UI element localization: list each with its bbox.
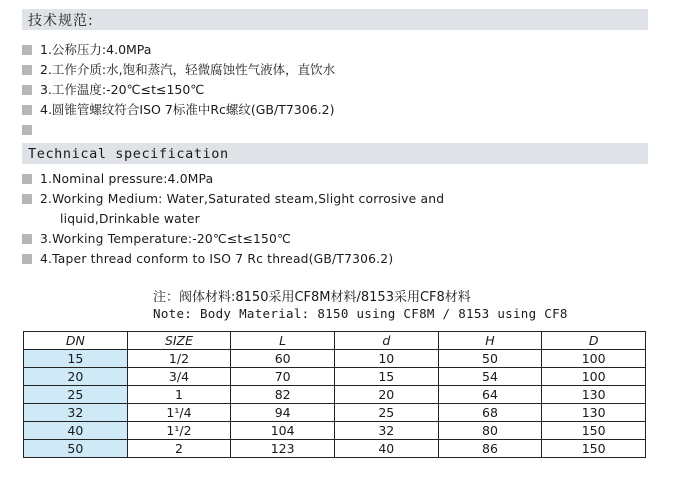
table-cell: 10: [334, 350, 438, 368]
spec-text: 3.Working Temperature:-20℃≤t≤150℃: [40, 232, 292, 246]
table-cell: 1/2: [127, 350, 231, 368]
column-header: D: [542, 332, 646, 350]
table-cell: 123: [231, 440, 335, 458]
table-cell: 32: [334, 422, 438, 440]
square-bullet-icon: [22, 234, 32, 244]
spec-text: 2.工作介质:水,饱和蒸汽，轻微腐蚀性气液体，直饮水: [40, 62, 336, 77]
table-cell: 82: [231, 386, 335, 404]
table-cell: 60: [231, 350, 335, 368]
table-row: [24, 422, 646, 440]
column-header: SIZE: [127, 332, 231, 350]
square-bullet-icon: [22, 254, 32, 264]
spec-text: 2.Working Medium: Water,Saturated steam,Slight corrosive and: [40, 192, 445, 206]
list-item: [22, 120, 335, 135]
table-row: [24, 368, 646, 386]
spec-text: liquid,Drinkable water: [60, 212, 200, 226]
table-row: [24, 386, 646, 404]
table-cell: 32: [24, 404, 128, 422]
table-cell: 15: [24, 350, 128, 368]
column-header: L: [231, 332, 335, 350]
table-cell: 150: [542, 422, 646, 440]
table-cell: 1¹/2: [127, 422, 231, 440]
table-cell: 50: [24, 440, 128, 458]
square-bullet-icon: [22, 45, 32, 55]
table-cell: 104: [231, 422, 335, 440]
table-cell: 80: [438, 422, 542, 440]
table-header-row: [24, 332, 646, 350]
table-cell: 1¹/4: [127, 404, 231, 422]
list-item: [22, 189, 444, 209]
list-item: [22, 169, 444, 189]
table-cell: 64: [438, 386, 542, 404]
chinese-section-title: 技术规范:: [28, 12, 94, 29]
list-item: [22, 229, 444, 249]
table-cell: 100: [542, 350, 646, 368]
english-section-header: [22, 143, 648, 164]
square-bullet-icon: [22, 174, 32, 184]
list-item: [22, 40, 335, 60]
list-item-continuation: [22, 209, 444, 229]
list-item: [22, 100, 335, 120]
chinese-section-header: [22, 9, 648, 30]
english-spec-list: [22, 169, 444, 269]
spec-text: 1.Nominal pressure:4.0MPa: [40, 172, 214, 186]
table-cell: 1: [127, 386, 231, 404]
material-note: [153, 290, 568, 322]
list-item: [22, 249, 444, 269]
spec-text: 3.工作温度:-20℃≤t≤150℃: [40, 82, 205, 97]
table-cell: 20: [334, 386, 438, 404]
table-cell: 94: [231, 404, 335, 422]
table-cell: 130: [542, 386, 646, 404]
table-cell: 100: [542, 368, 646, 386]
list-item: [22, 80, 335, 100]
table-cell: 54: [438, 368, 542, 386]
table-row: [24, 440, 646, 458]
square-bullet-icon: [22, 105, 32, 115]
table-cell: 25: [334, 404, 438, 422]
table-cell: 40: [24, 422, 128, 440]
spec-text: 1.公称压力:4.0MPa: [40, 42, 152, 57]
table-cell: 50: [438, 350, 542, 368]
list-item: [22, 60, 335, 80]
table-cell: 40: [334, 440, 438, 458]
material-note-cn: 注：阀体材料:8150采用CF8M材料/8153采用CF8材料: [153, 290, 471, 305]
chinese-spec-list: [22, 40, 335, 135]
table-cell: 68: [438, 404, 542, 422]
column-header: DN: [24, 332, 128, 350]
column-header: H: [438, 332, 542, 350]
table-cell: 2: [127, 440, 231, 458]
english-section-title: Technical specification: [28, 145, 229, 162]
table-cell: 130: [542, 404, 646, 422]
table-cell: 3/4: [127, 368, 231, 386]
table-cell: 20: [24, 368, 128, 386]
column-header: d: [334, 332, 438, 350]
table-cell: 15: [334, 368, 438, 386]
table-cell: 86: [438, 440, 542, 458]
square-bullet-icon: [22, 125, 32, 135]
table-row: [24, 404, 646, 422]
table-row: [24, 350, 646, 368]
spec-text: 4.圆锥管螺纹符合ISO 7标准中Rc螺纹(GB/T7306.2): [40, 102, 335, 117]
material-note-en: Note: Body Material: 8150 using CF8M / 8153 using CF8: [153, 306, 568, 321]
table-cell: 25: [24, 386, 128, 404]
square-bullet-icon: [22, 194, 32, 204]
spec-text: 4.Taper thread conform to ISO 7 Rc thread(GB/T7306.2): [40, 252, 394, 266]
dimension-table: [23, 331, 646, 458]
table-cell: 70: [231, 368, 335, 386]
square-bullet-icon: [22, 85, 32, 95]
square-bullet-icon: [22, 65, 32, 75]
table-cell: 150: [542, 440, 646, 458]
